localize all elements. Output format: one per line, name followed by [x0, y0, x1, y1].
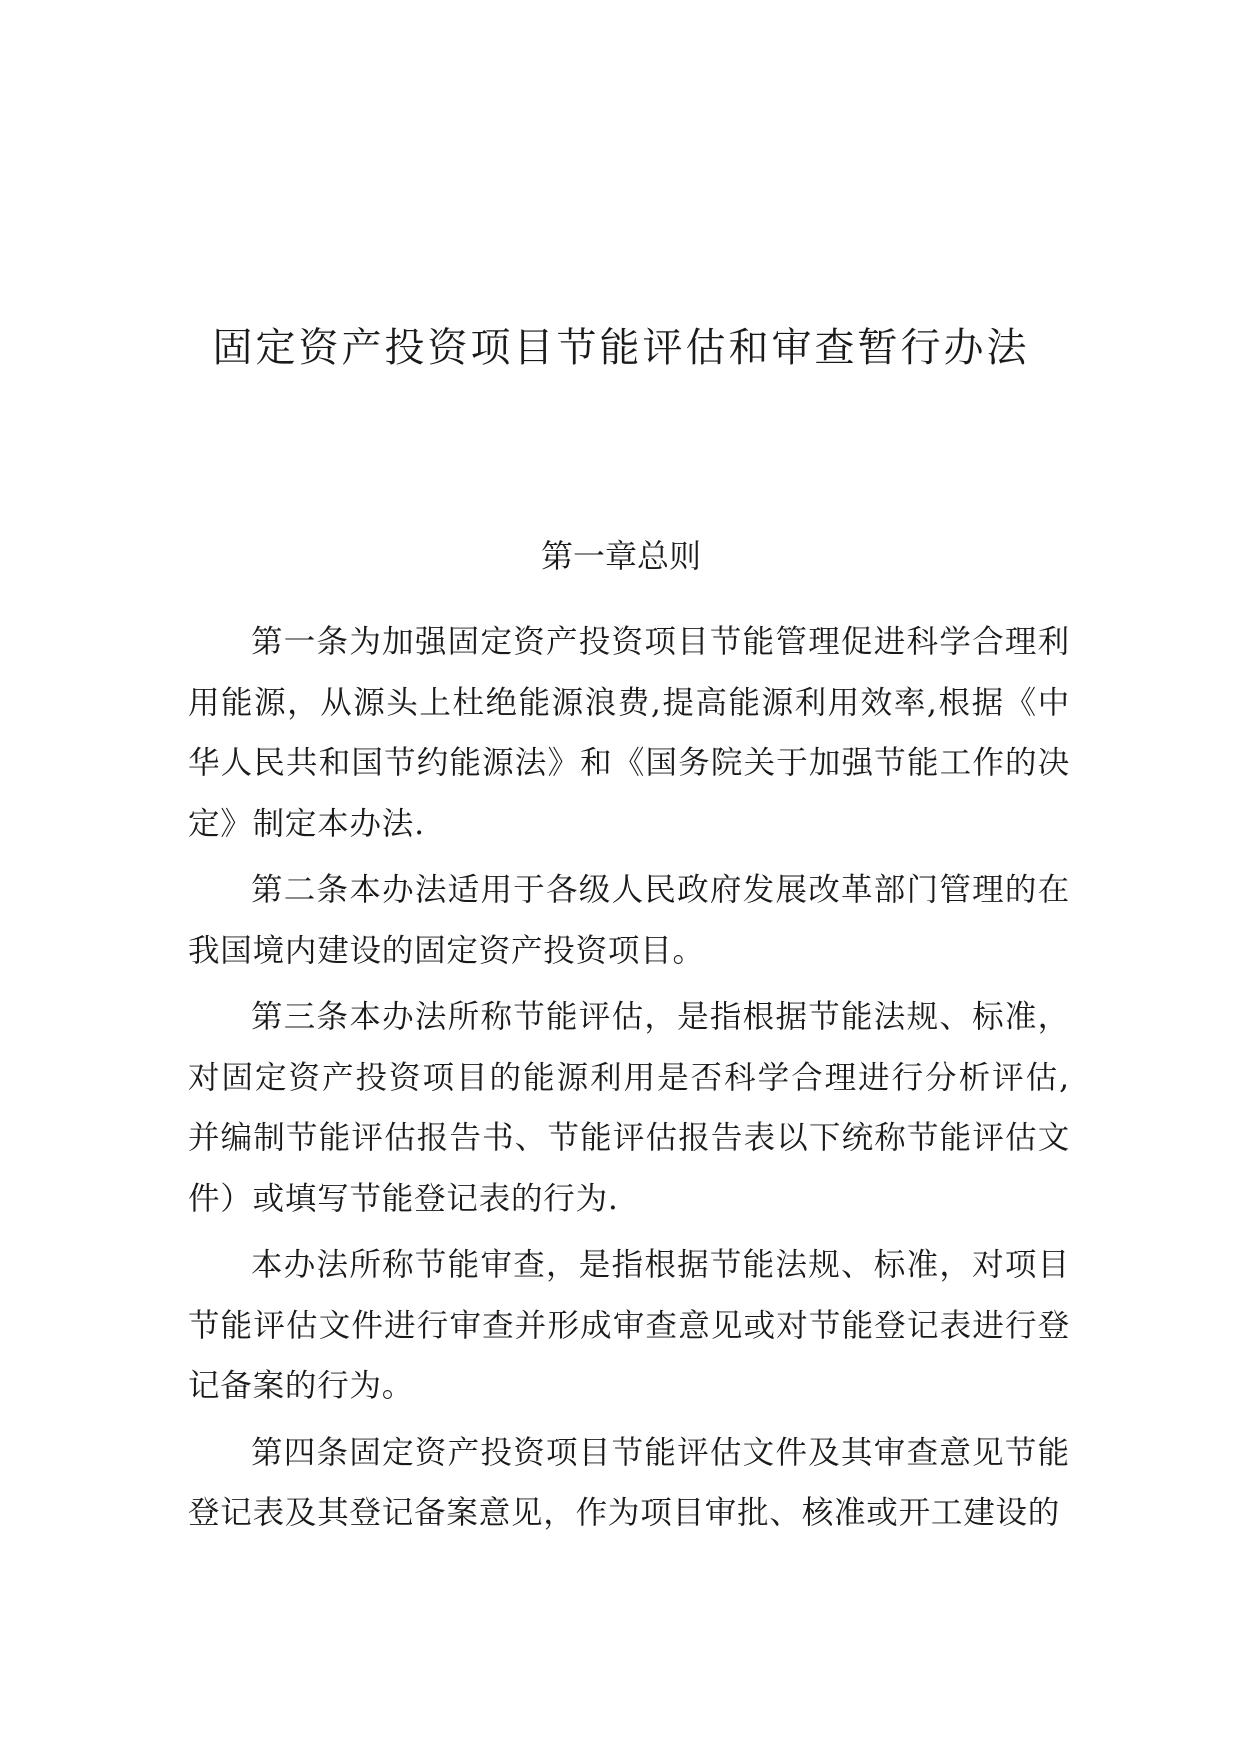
- paragraph-article-4: 第四条固定资产投资项目节能评估文件及其审查意见节能登记表及其登记备案意见，作为项目审批、核准或开工建设的: [188, 1434, 1070, 1531]
- paragraph-article-1: 第一条为加强固定资产投资项目节能管理促进科学合理利用能源，从源头上杜绝能源浪费,提高能源利用效率,根据《中华人民共和国节约能源法》和《国务院关于加强节能工作的决定》制定本办法.: [188, 624, 1070, 842]
- document-body: [188, 612, 1070, 1550]
- chapter-heading: 第一章总则: [540, 537, 701, 575]
- paragraph-article-2: 第二条本办法适用于各级人民政府发展改革部门管理的在我国境内建设的固定资产投资项目。: [188, 872, 1070, 969]
- document-title: 固定资产投资项目节能评估和审查暂行办法: [212, 325, 1030, 371]
- paragraph-article-3-review: 本办法所称节能审查，是指根据节能法规、标准，对项目节能评估文件进行审查并形成审查意见或对节能登记表进行登记备案的行为。: [188, 1247, 1070, 1404]
- paragraph-article-3: 第三条本办法所称节能评估，是指根据节能法规、标准，对固定资产投资项目的能源利用是否科学合理进行分析评估,并编制节能评估报告书、节能评估报告表以下统称节能评估文件）或填写节能登记表的行为.: [188, 999, 1070, 1217]
